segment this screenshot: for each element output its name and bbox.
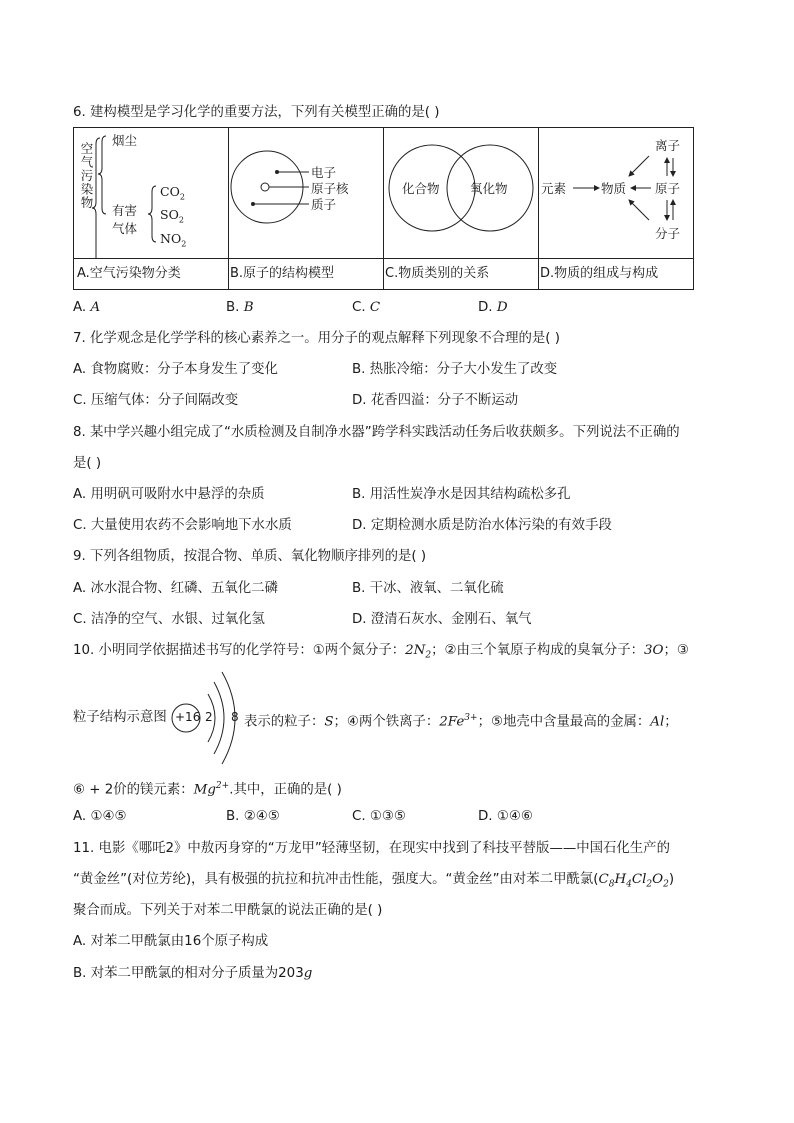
q11-option-a[interactable]: A. 对苯二甲酰氯由16个原子构成	[73, 934, 269, 949]
q6-option-d[interactable]: D. D	[478, 300, 508, 315]
caption-a: A.空气污染物分类	[77, 266, 181, 281]
nucleus-label: 原子核	[311, 181, 349, 196]
shell-2-electrons: 8	[231, 710, 239, 724]
atom-label: 原子	[655, 181, 681, 196]
substance-label: 物质	[601, 181, 627, 196]
q6-option-a[interactable]: A. A	[73, 300, 101, 315]
q8-option-b[interactable]: B. 用活性炭净水是因其结构疏松多孔	[352, 487, 571, 502]
q10-option-b[interactable]: B. ②④⑤	[226, 809, 280, 824]
ion-label: 离子	[655, 138, 681, 153]
compound-label: 化合物	[402, 181, 440, 196]
q11-option-b[interactable]: B. 对苯二甲酰氯的相对分子质量为203g	[73, 966, 313, 981]
q9-stem: 9. 下列各组物质，按混合物、单质、氧化物顺序排列的是( )	[73, 549, 427, 564]
soot-label: 烟尘	[112, 133, 138, 148]
q10-option-c[interactable]: C. ①③⑤	[352, 809, 406, 824]
electron-label: 电子	[311, 165, 337, 180]
chemical-formula: $C_8H_4Cl_2O_2$	[598, 872, 669, 890]
q7-option-d[interactable]: D. 花香四溢：分子不断运动	[352, 393, 519, 408]
q7-stem: 7. 化学观念是化学学科的核心素养之一。用分子的观点解释下列现象不合理的是( )	[73, 331, 561, 346]
q7-option-c[interactable]: C. 压缩气体：分子间隔改变	[73, 393, 239, 408]
caption-b: B.原子的结构模型	[230, 266, 335, 281]
q6-option-b[interactable]: B. B	[226, 300, 254, 315]
air-pollutants-label: 空气污染物	[79, 142, 94, 210]
proton-label: 质子	[311, 197, 337, 212]
oxide-label: 氧化物	[470, 181, 508, 196]
shell-1-electrons: 2	[205, 710, 213, 724]
q10-stem-line2b: 表示的粒子：S；④两个铁离子：$2Fe^{3+}$；⑤地壳中含量最高的金属：Al；	[244, 713, 678, 730]
q8-option-d[interactable]: D. 定期检测水质是防治水体污染的有效手段	[352, 518, 612, 533]
q7-option-b[interactable]: B. 热胀冷缩：分子大小发生了改变	[352, 362, 558, 377]
q9-option-d[interactable]: D. 澄清石灰水、金刚石、氧气	[352, 612, 532, 627]
nucleus-charge-label: +16	[175, 710, 201, 724]
q11-stem-line2: “黄金丝”(对位芳纶)，具有极强的抗拉和抗冲击性能，强度大。“黄金丝”由对苯二甲酰氯$(C_8H_4Cl_2O_2)$	[73, 872, 675, 890]
q9-option-c[interactable]: C. 洁净的空气、水银、过氧化氢	[73, 612, 265, 627]
q10-stem-line3: ⑥ + 2价的镁元素：$Mg^{2+}$.其中，正确的是( )	[73, 781, 342, 798]
q6-stem: 6. 建构模型是学习化学的重要方法，下列有关模型正确的是( )	[73, 105, 440, 120]
q11-stem-line3: 聚合而成。下列关于对苯二甲酰氯的说法正确的是( )	[73, 903, 383, 918]
co2-label: $CO_2$	[160, 184, 185, 202]
q8-stem-line2: 是( )	[73, 456, 102, 471]
element-label: 元素	[541, 181, 567, 196]
q7-option-a[interactable]: A. 食物腐败：分子本身发生了变化	[73, 362, 278, 377]
q11-stem-line1: 11. 电影《哪吒2》中敖丙身穿的“万龙甲”轻薄坚韧，在现实中找到了科技平替版——中国石化生产的	[73, 841, 670, 856]
q10-stem-line2a: 粒子结构示意图	[73, 710, 167, 725]
q10-option-d[interactable]: D. ①④⑥	[478, 809, 533, 824]
q9-option-a[interactable]: A. 冰水混合物、红磷、五氧化二磷	[73, 581, 278, 596]
no2-label: $NO_2$	[160, 231, 187, 249]
q10-option-a[interactable]: A. ①④⑤	[73, 809, 127, 824]
caption-c: C.物质类别的关系	[385, 266, 490, 281]
q8-option-a[interactable]: A. 用明矾可吸附水中悬浮的杂质	[73, 487, 265, 502]
so2-label: $SO_2$	[160, 207, 184, 225]
caption-d: D.物质的组成与构成	[540, 266, 659, 281]
q6-model-table	[73, 127, 694, 290]
cell-b-atom-model	[229, 128, 383, 258]
q8-stem-line1: 8. 某中学兴趣小组完成了“水质检测及自制净水器”跨学科实践活动任务后收获颇多。下列说法不正确的	[73, 425, 680, 440]
harmful-gas-label-1: 有害	[112, 203, 138, 218]
molecule-label: 分子	[655, 226, 681, 241]
harmful-gas-label-2: 气体	[112, 221, 138, 236]
q9-option-b[interactable]: B. 干冰、液氧、二氧化硫	[352, 581, 504, 596]
q8-option-c[interactable]: C. 大量使用农药不会影响地下水水质	[73, 518, 292, 533]
q6-option-c[interactable]: C. C	[352, 300, 381, 315]
q10-stem-line1: 10. 小明同学依据描述书写的化学符号：①两个氮分子：$2N_2$；②由三个氧原子构成的臭氧分子：3O；③	[73, 643, 689, 661]
cell-a-pollutant-diagram	[74, 128, 228, 258]
cell-d-matter-diagram	[539, 128, 694, 258]
cell-c-venn-diagram	[384, 128, 538, 258]
